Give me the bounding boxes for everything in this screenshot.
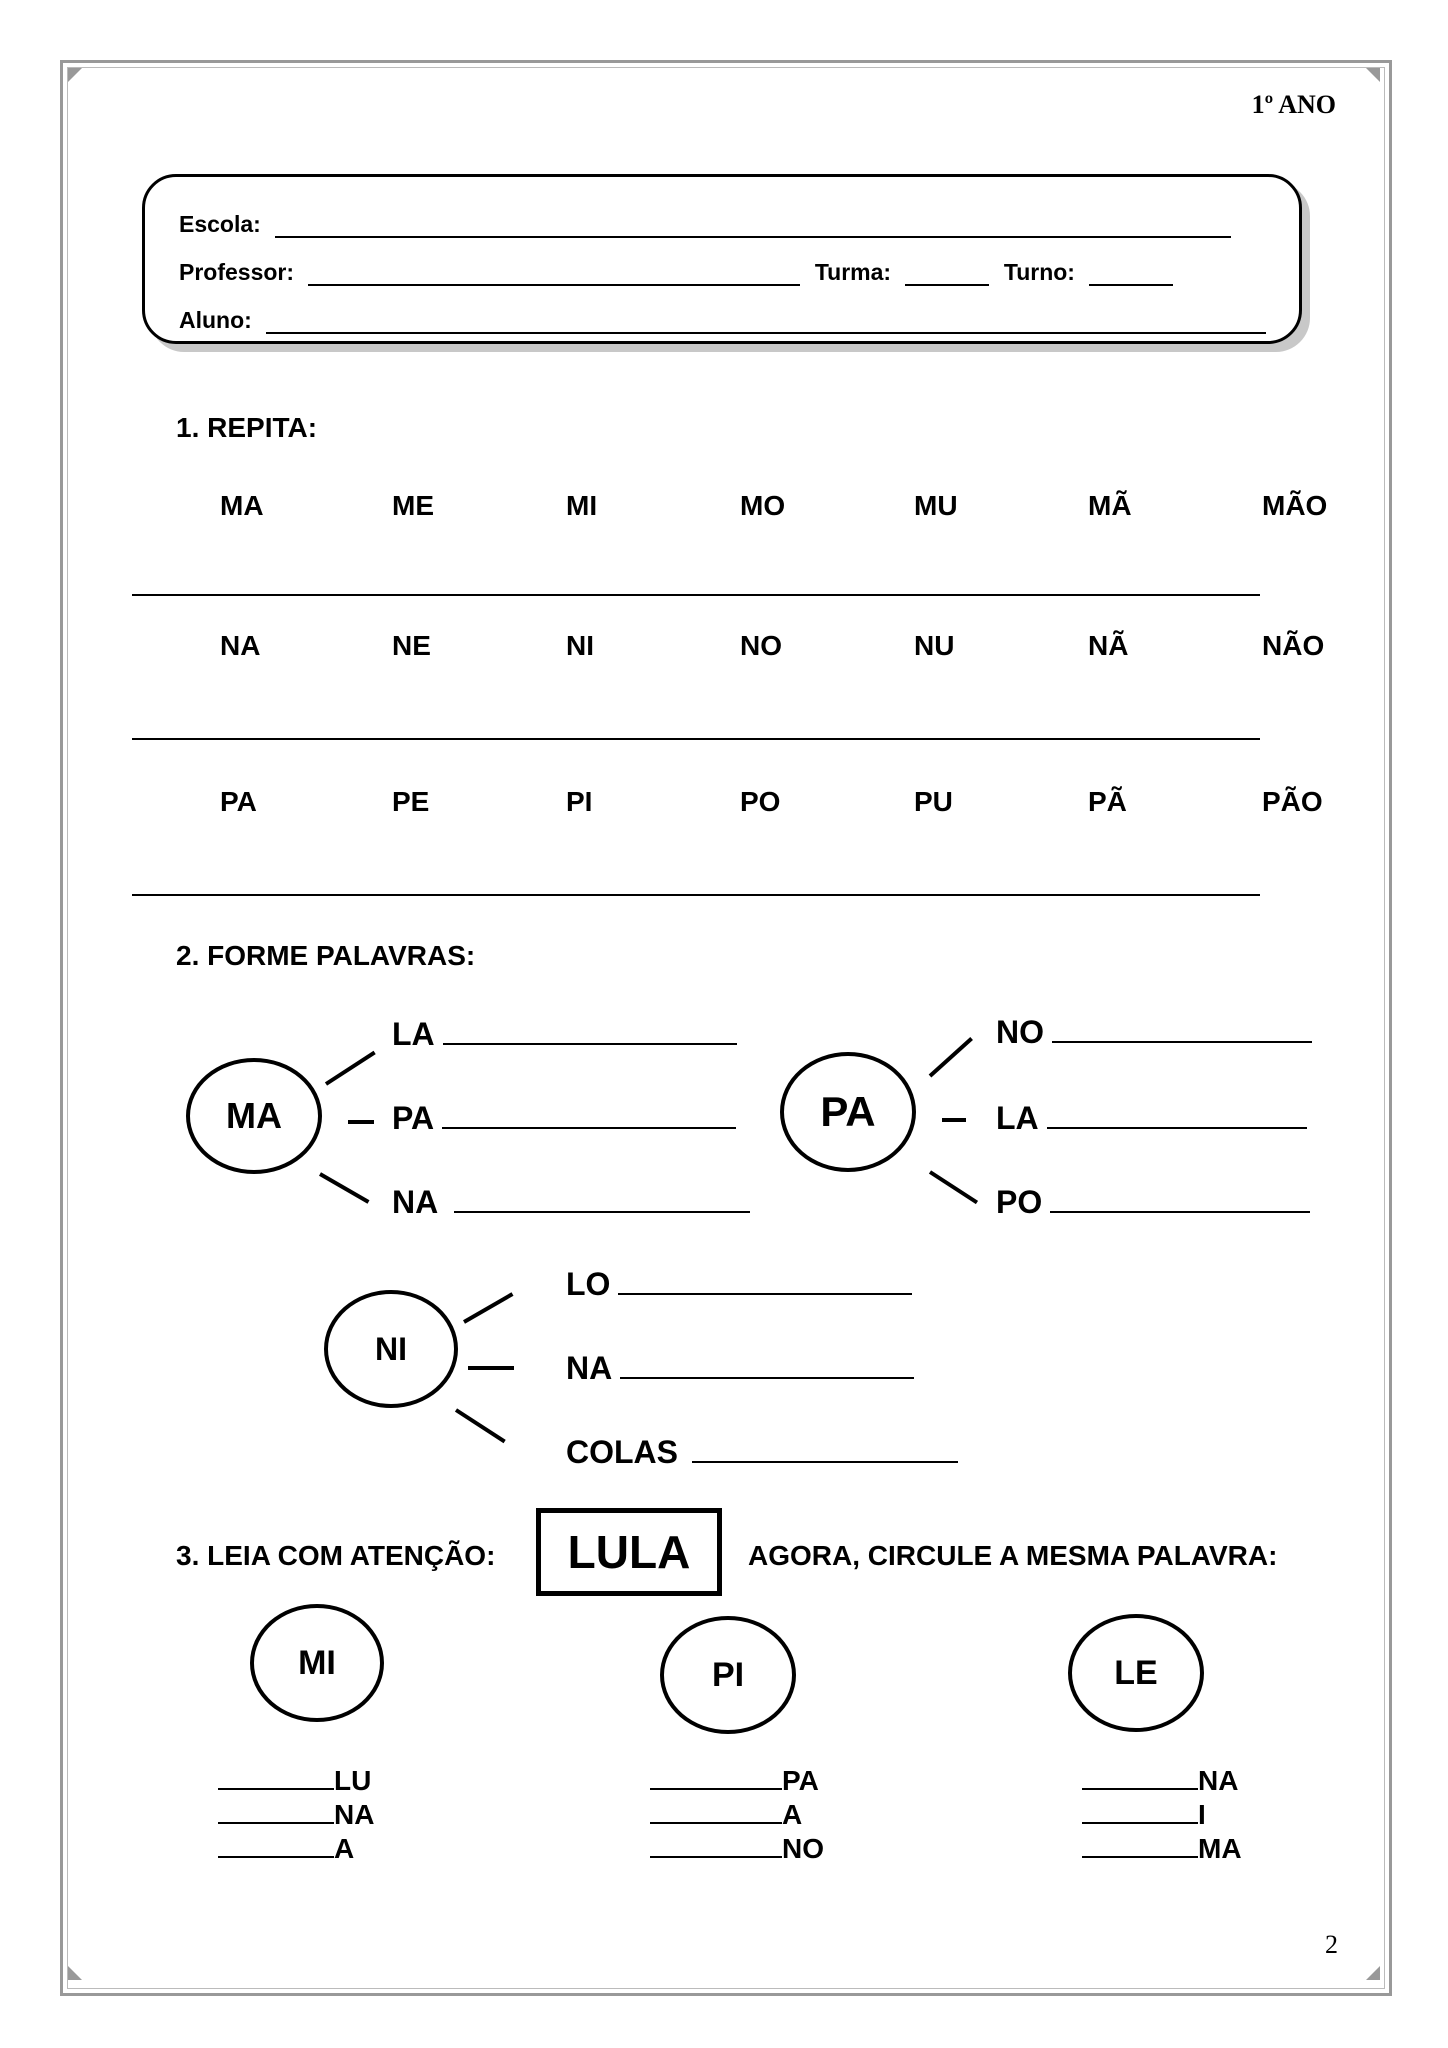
- word-option: [392, 1100, 736, 1137]
- turno-label: Turno:: [1003, 259, 1075, 285]
- answer-blank[interactable]: [1082, 1830, 1198, 1858]
- syllable: PI: [566, 786, 593, 817]
- corner-ornament: [68, 68, 82, 82]
- connector-line: [468, 1366, 514, 1370]
- header-form: [142, 174, 1302, 344]
- answer-blank[interactable]: [650, 1796, 782, 1824]
- connector-line: [942, 1118, 966, 1122]
- answer-blank[interactable]: [454, 1185, 750, 1213]
- syllable: NÃO: [1262, 630, 1325, 661]
- syllable: MU: [914, 490, 958, 521]
- word-option: [996, 1184, 1310, 1221]
- answer-blank[interactable]: [692, 1435, 958, 1463]
- answer-blank[interactable]: [618, 1267, 912, 1295]
- word-option: [566, 1266, 912, 1303]
- answer-blank[interactable]: [620, 1351, 914, 1379]
- turma-field[interactable]: [905, 262, 989, 286]
- syllable: MO: [740, 490, 786, 521]
- syllable: NI: [566, 630, 594, 661]
- connector-line: [348, 1120, 374, 1124]
- syllable-text: A: [334, 1833, 355, 1864]
- syllable: MÃO: [1262, 490, 1328, 521]
- syllable-text: A: [782, 1799, 803, 1830]
- answer-blank[interactable]: [1050, 1185, 1310, 1213]
- syllable-text: PA: [782, 1765, 819, 1796]
- completion-item: [650, 1830, 824, 1865]
- word-option: [392, 1016, 737, 1053]
- completion-item: [218, 1762, 371, 1797]
- word-option: [996, 1014, 1312, 1051]
- syllable: NA: [220, 630, 261, 661]
- syllable-circle-le[interactable]: LE: [1068, 1614, 1204, 1732]
- syllable: NO: [740, 630, 782, 661]
- syllable-text: LO: [566, 1266, 611, 1302]
- syllable: PÃO: [1262, 786, 1323, 817]
- syllable: MA: [220, 490, 264, 521]
- writing-line[interactable]: [132, 738, 1260, 740]
- answer-blank[interactable]: [218, 1796, 334, 1824]
- completion-item: [218, 1830, 354, 1865]
- turma-label: Turma:: [814, 259, 892, 285]
- syllable-text: PA: [392, 1100, 435, 1136]
- syllable: PA: [220, 786, 257, 817]
- syllable: PU: [914, 786, 953, 817]
- answer-blank[interactable]: [1047, 1101, 1307, 1129]
- answer-blank[interactable]: [218, 1830, 334, 1858]
- target-word-box: LULA: [536, 1508, 722, 1596]
- syllable-text: COLAS: [566, 1434, 678, 1470]
- syllable-circle-ma: MA: [186, 1058, 322, 1174]
- completion-item: [1082, 1830, 1242, 1865]
- answer-blank[interactable]: [442, 1101, 736, 1129]
- page-number: 2: [1325, 1930, 1338, 1959]
- escola-label: Escola:: [179, 211, 261, 237]
- escola-row: [179, 211, 1231, 238]
- answer-blank[interactable]: [1052, 1015, 1312, 1043]
- q3-instruction: AGORA, CIRCULE A MESMA PALAVRA:: [748, 1540, 1278, 1571]
- answer-blank[interactable]: [1082, 1796, 1198, 1824]
- professor-label: Professor:: [179, 259, 295, 285]
- syllable: NE: [392, 630, 431, 661]
- answer-blank[interactable]: [443, 1017, 737, 1045]
- syllable: MÃ: [1088, 490, 1132, 521]
- completion-item: [218, 1796, 374, 1831]
- syllable: ME: [392, 490, 434, 521]
- corner-ornament: [1366, 68, 1380, 82]
- grade-label: 1º ANO: [1251, 90, 1336, 119]
- completion-item: [650, 1762, 819, 1797]
- syllable-text: MA: [1198, 1833, 1242, 1864]
- completion-item: [650, 1796, 802, 1831]
- professor-field[interactable]: [308, 262, 800, 286]
- corner-ornament: [1366, 1966, 1380, 1980]
- word-option: [996, 1100, 1307, 1137]
- aluno-field[interactable]: [266, 310, 1266, 334]
- syllable-circle-ni: NI: [324, 1290, 458, 1408]
- syllable: NÃ: [1088, 630, 1129, 661]
- word-option: [392, 1184, 750, 1221]
- aluno-row: [179, 307, 1266, 334]
- syllable: PE: [392, 786, 430, 817]
- syllable-text: I: [1198, 1799, 1206, 1830]
- syllable-text: NA: [392, 1184, 439, 1220]
- syllable-text: NA: [334, 1799, 375, 1830]
- answer-blank[interactable]: [650, 1762, 782, 1790]
- q2-title: 2. FORME PALAVRAS:: [176, 940, 476, 971]
- syllable-text: LA: [996, 1100, 1039, 1136]
- syllable: PÃ: [1088, 786, 1127, 817]
- word-option: [566, 1350, 914, 1387]
- q1-title: 1. REPITA:: [176, 412, 318, 443]
- aluno-label: Aluno:: [179, 307, 252, 333]
- syllable-text: NA: [1198, 1765, 1239, 1796]
- syllable-text: NA: [566, 1350, 613, 1386]
- syllable-circle-mi[interactable]: MI: [250, 1604, 384, 1722]
- syllable: PO: [740, 786, 781, 817]
- syllable: NU: [914, 630, 955, 661]
- syllable-text: LA: [392, 1016, 435, 1052]
- professor-row: [179, 259, 1173, 286]
- turno-field[interactable]: [1089, 262, 1173, 286]
- answer-blank[interactable]: [650, 1830, 782, 1858]
- syllable: MI: [566, 490, 598, 521]
- escola-field[interactable]: [275, 214, 1231, 238]
- syllable-circle-pi[interactable]: PI: [660, 1616, 796, 1734]
- word-option: [566, 1434, 958, 1471]
- syllable-circle-pa: PA: [780, 1052, 916, 1172]
- completion-item: [1082, 1762, 1238, 1797]
- answer-blank[interactable]: [218, 1762, 334, 1790]
- corner-ornament: [68, 1966, 82, 1980]
- answer-blank[interactable]: [1082, 1762, 1198, 1790]
- syllable-text: LU: [334, 1765, 372, 1796]
- syllable-text: PO: [996, 1184, 1043, 1220]
- completion-item: [1082, 1796, 1206, 1831]
- syllable-text: NO: [996, 1014, 1044, 1050]
- q3-title: 3. LEIA COM ATENÇÃO:: [176, 1540, 496, 1571]
- writing-line[interactable]: [132, 594, 1260, 596]
- syllable-text: NO: [782, 1833, 824, 1864]
- writing-line[interactable]: [132, 894, 1260, 896]
